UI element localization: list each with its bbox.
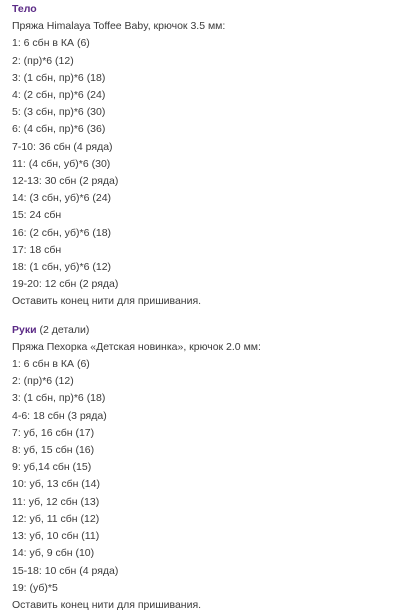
pattern-document [12, 1, 397, 614]
pattern-row: 13: уб, 10 сбн (11) [12, 530, 100, 543]
ending-note: Оставить конец нити для пришивания. [12, 295, 202, 308]
pattern-row: 16: (2 сбн, уб)*6 (18) [12, 226, 112, 239]
pattern-row: 3: (1 сбн, пр)*6 (18) [12, 392, 106, 405]
pattern-row: 18: (1 сбн, уб)*6 (12) [12, 261, 112, 274]
pattern-row: 11: уб, 12 сбн (13) [12, 495, 100, 508]
pattern-row: 3: (1 сбн, пр)*6 (18) [12, 71, 106, 84]
pattern-row: 2: (пр)*6 (12) [12, 54, 74, 67]
pattern-row: 7: уб, 16 сбн (17) [12, 426, 95, 439]
pattern-row: 1: 6 сбн в КА (6) [12, 358, 90, 371]
section-heading [12, 322, 397, 339]
section-gap [12, 311, 397, 322]
section-title: Руки [12, 323, 37, 336]
pattern-row: 12: уб, 11 сбн (12) [12, 512, 100, 525]
pattern-row: 7-10: 36 сбн (4 ряда) [12, 140, 113, 153]
pattern-row: 9: уб,14 сбн (15) [12, 461, 92, 474]
pattern-row: 14: уб, 9 сбн (10) [12, 547, 95, 560]
pattern-row: 4-6: 18 сбн (3 ряда) [12, 409, 107, 422]
pattern-row: 15: 24 сбн [12, 209, 62, 222]
pattern-row: 17: 18 сбн [12, 243, 62, 256]
pattern-row: 12-13: 30 сбн (2 ряда) [12, 175, 119, 188]
pattern-row: 11: (4 сбн, уб)*6 (30) [12, 157, 111, 170]
pattern-row: 19: (уб)*5 [12, 581, 58, 594]
pattern-row: 6: (4 сбн, пр)*6 (36) [12, 123, 106, 136]
pattern-row: 2: (пр)*6 (12) [12, 375, 74, 388]
pattern-row: 4: (2 сбн, пр)*6 (24) [12, 89, 106, 102]
pattern-row: 5: (3 сбн, пр)*6 (30) [12, 106, 106, 119]
ending-note: Оставить конец нити для пришивания. [12, 598, 202, 611]
section-body [12, 1, 397, 311]
pattern-row: 10: уб, 13 сбн (14) [12, 478, 100, 491]
yarn-info: Пряжа Пехорка «Детская новинка», крючок 2.0 мм: [12, 340, 261, 353]
pattern-row: 15-18: 10 сбн (4 ряда) [12, 564, 119, 577]
section-arms [12, 322, 397, 614]
yarn-info: Пряжа Himalaya Toffee Baby, крючок 3.5 мм: [12, 20, 226, 33]
row-list [12, 35, 397, 293]
section-title: Тело [12, 3, 37, 15]
pattern-row: 8: уб, 15 сбн (16) [12, 444, 95, 457]
section-heading [12, 1, 397, 18]
row-list [12, 356, 397, 597]
pattern-row: 1: 6 сбн в КА (6) [12, 37, 90, 50]
pattern-row: 19-20: 12 сбн (2 ряда) [12, 278, 119, 291]
section-note: (2 детали) [36, 323, 90, 336]
pattern-row: 14: (3 сбн, уб)*6 (24) [12, 192, 112, 205]
